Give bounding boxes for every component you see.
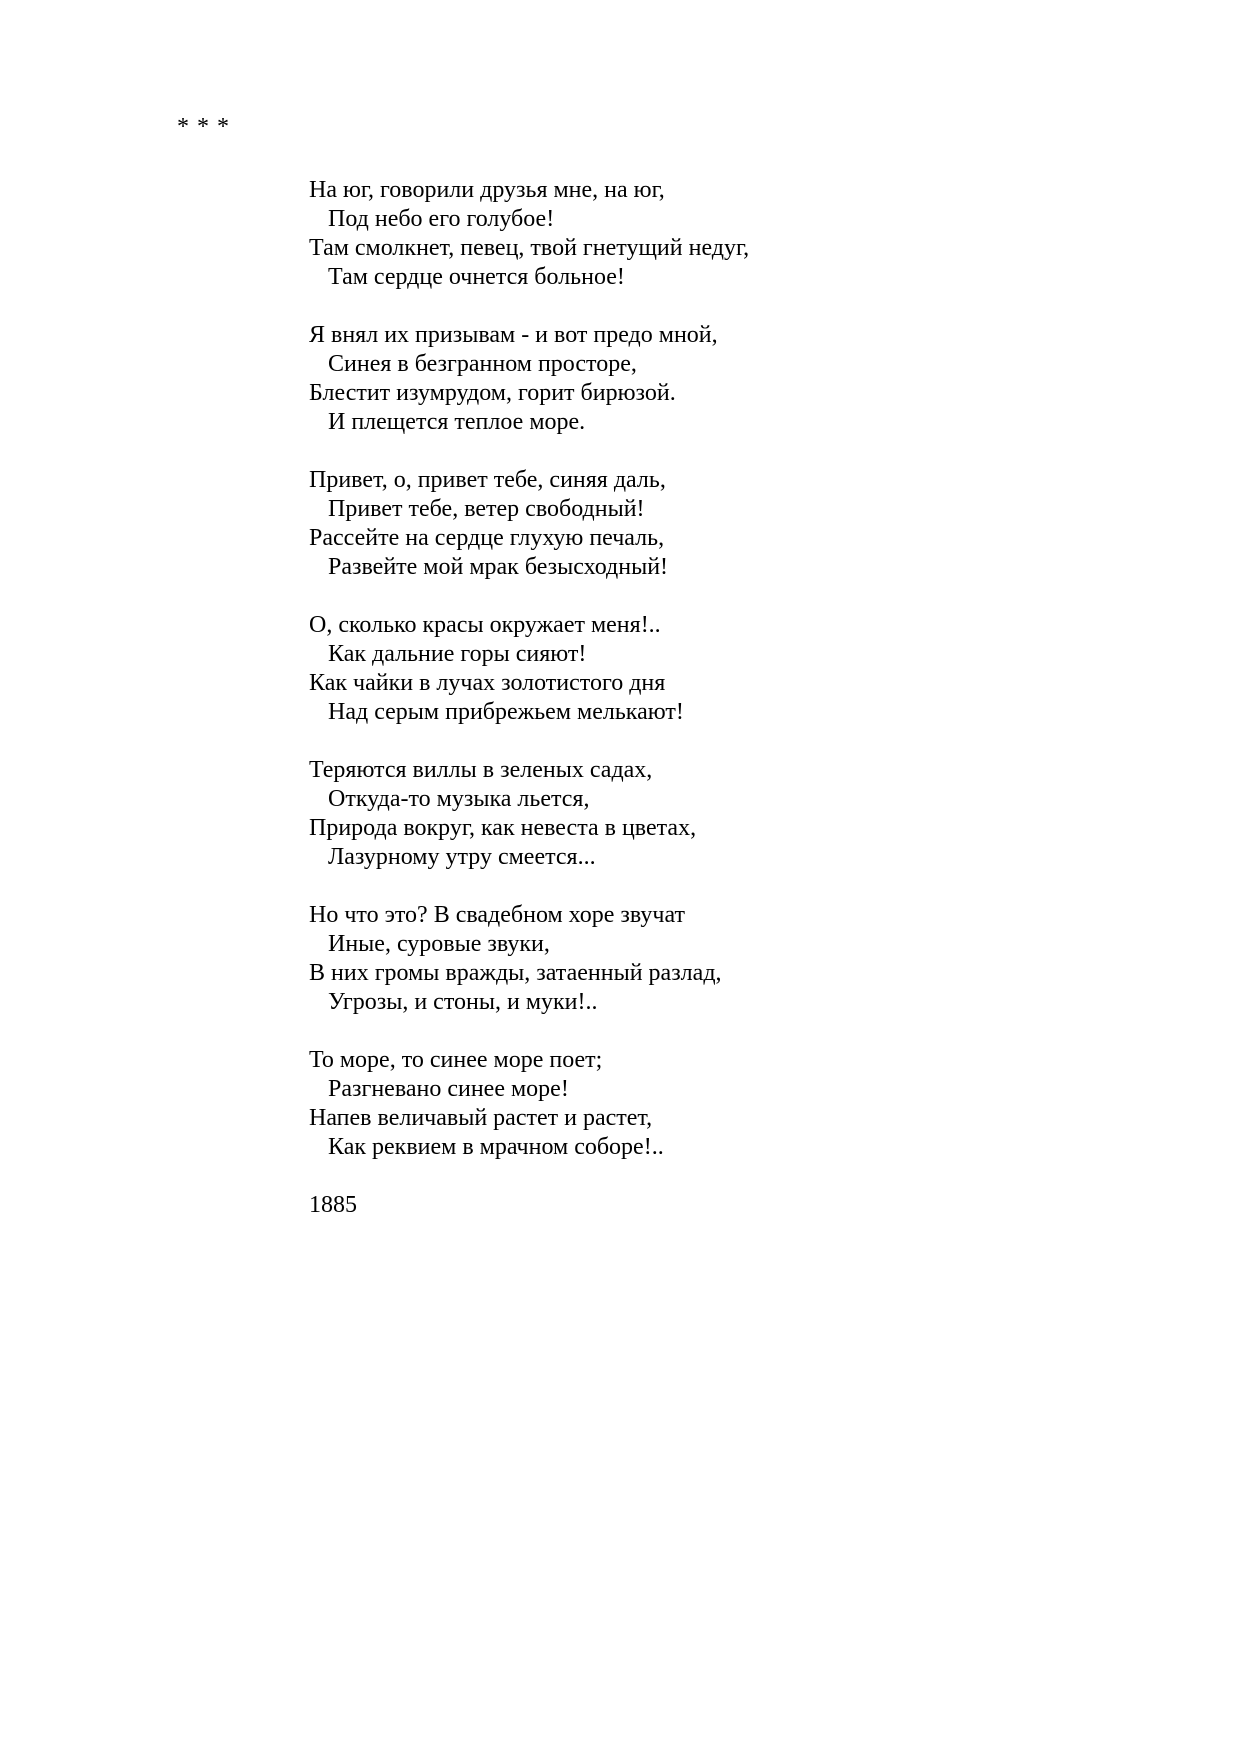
poem-line: Как дальние горы сияют! [328,641,587,667]
poem-line: Откуда-то музыка льется, [328,786,590,812]
poem-line: Под небо его голубое! [328,206,555,232]
poem-line: Привет, о, привет тебе, синяя даль, [309,467,666,493]
poem-line: Синея в безгранном просторе, [328,351,637,377]
poem-line: То море, то синее море поет; [309,1047,603,1073]
poem-line: Как чайки в лучах золотистого дня [309,670,666,696]
poem-line: Природа вокруг, как невеста в цветах, [309,815,697,841]
stanza-3 [309,466,1009,582]
section-separator: * * * [177,114,230,140]
stanza-5 [309,756,1009,872]
poem-line: Рассейте на сердце глухую печаль, [309,525,665,551]
stanza-1 [309,176,1009,292]
poem-line: Теряются виллы в зеленых садах, [309,757,653,783]
poem-line: Над серым прибрежьем мелькают! [328,699,684,725]
poem-line: О, сколько красы окружает меня!.. [309,612,661,638]
poem-line: Привет тебе, ветер свободный! [328,496,645,522]
poem [309,176,1009,1220]
poem-line: Разгневано синее море! [328,1076,569,1102]
stanza-7 [309,1046,1009,1162]
stanza-4 [309,611,1009,727]
poem-line: Лазурному утру смеется... [328,844,596,870]
poem-line: Как реквием в мрачном соборе!.. [328,1134,664,1160]
poem-date: 1885 [309,1192,357,1218]
poem-line: Там смолкнет, певец, твой гнетущий недуг, [309,235,750,261]
poem-line: Напев величавый растет и растет, [309,1105,653,1131]
poem-line: Но что это? В свадебном хоре звучат [309,902,685,928]
poem-line: Угрозы, и стоны, и муки!.. [328,989,598,1015]
poem-line: Развейте мой мрак безысходный! [328,554,669,580]
poem-line: Иные, суровые звуки, [328,931,550,957]
poem-line: В них громы вражды, затаенный разлад, [309,960,722,986]
poem-line: Я внял их призывам - и вот предо мной, [309,322,718,348]
stanza-2 [309,321,1009,437]
poem-line: Блестит изумрудом, горит бирюзой. [309,380,676,406]
poem-line: На юг, говорили друзья мне, на юг, [309,177,665,203]
poem-line: Там сердце очнется больное! [328,264,625,290]
poem-line: И плещется теплое море. [328,409,586,435]
stanza-6 [309,901,1009,1017]
